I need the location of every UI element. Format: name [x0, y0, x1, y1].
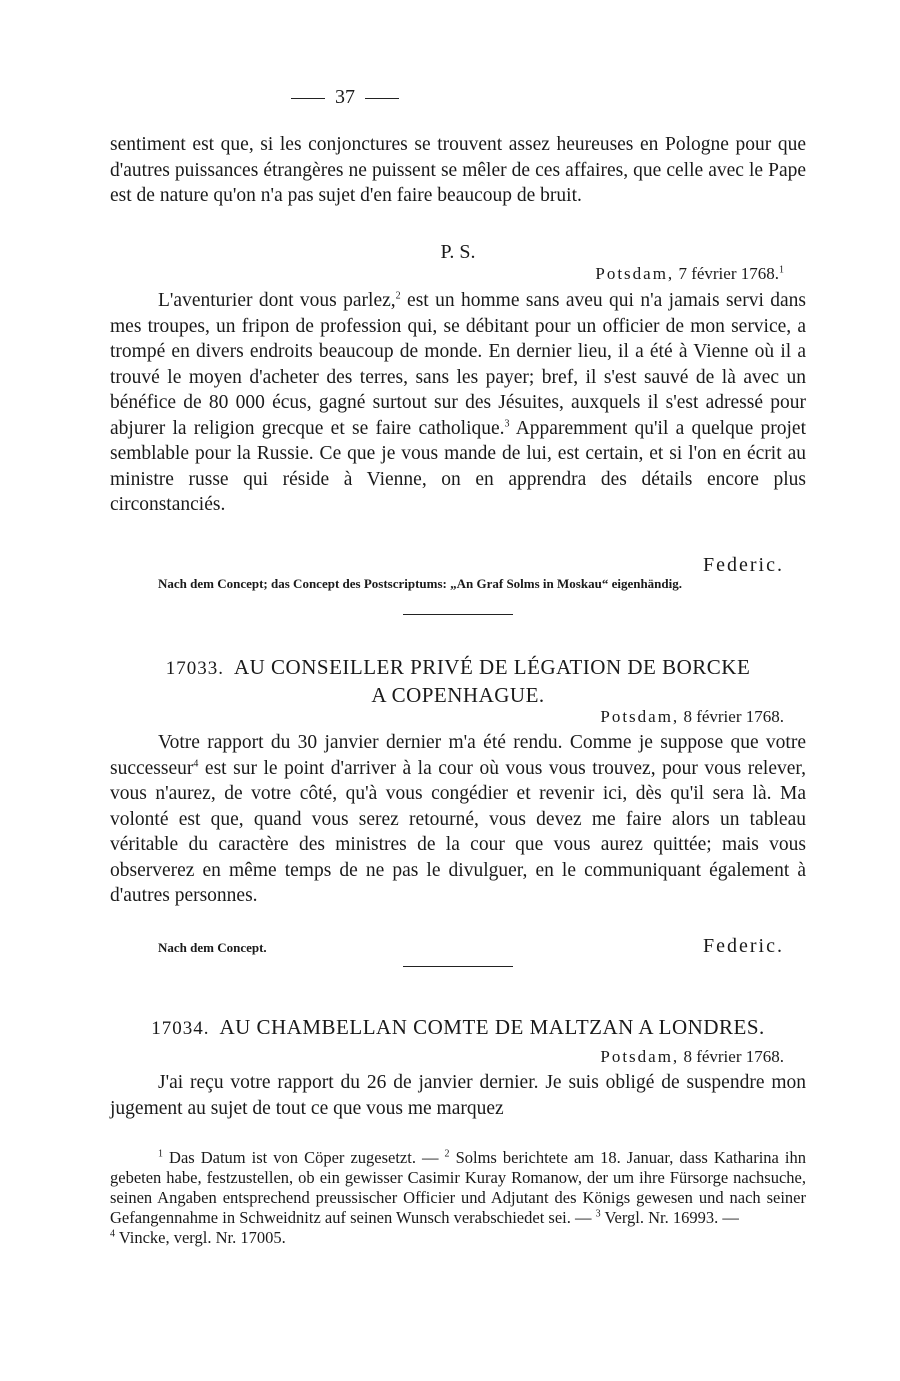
letter-17033-date	[110, 704, 784, 730]
section-rule-2	[403, 966, 513, 967]
letter-17034-date-value: 8 février 1768.	[683, 1047, 784, 1066]
ps-signature: Federic.	[703, 554, 784, 576]
letter-17033-source-note: Nach dem Concept.	[158, 940, 267, 955]
ps-heading: P. S.	[440, 241, 476, 263]
ps-note-a: 2	[395, 290, 401, 302]
ps-date-note: 1	[779, 264, 784, 276]
ps-date	[110, 261, 784, 287]
letter-17033-signature: Federic.	[703, 935, 784, 957]
ps-source-note: Nach dem Concept; das Concept des Postscriptums: „An Graf Solms in Moskau“ eigenhändig.	[158, 576, 682, 591]
ps-body-c: Apparemment qu'il a quelque projet semblable pour la Russie. Ce que je vous mande de lui, est certain, et si l'on en écrit au ministre russe qui réside à Vienne, on en apprendra des détails encore plus circonstanciés.	[110, 417, 806, 515]
letter-17034-date-place: Potsdam,	[600, 1047, 680, 1066]
footnote-3-mark: 3	[595, 1208, 601, 1220]
letter-17033-heading-line1	[110, 654, 806, 682]
intro-paragraph: sentiment est que, si les conjonctures se trouvent assez heureuses en Pologne pour que d'autres puissances étrangères ne puissent se mêler de ces affaires, que celle avec le Pape est de nature qu'on n'a pas sujet d'en faire beaucoup de bruit.	[110, 134, 806, 206]
letter-17033-heading-line2: A COPENHAGUE.	[371, 683, 545, 707]
letter-17033-title: AU CONSEILLER PRIVÉ DE LÉGATION DE BORCKE	[233, 655, 751, 679]
footnote-2-mark: 2	[444, 1148, 450, 1160]
letter-17033-number: 17033.	[165, 658, 224, 679]
footnote-2: Solms berichtete am 18. Januar, dass Katharina ihn gebeten habe, festzustellen, ob ein gewisser Casimir Kuray Romanow, der um ihre Fürsorge nachsuche, seinen Angaben entsprechend preussischer Officier und Adjutant des Königs gewesen und nach seiner Gefangennahme in Schweidnitz auf seinen Wunsch verabschiedet sei. —	[110, 1148, 806, 1227]
ps-body-a: L'aventurier dont vous parlez,	[158, 290, 396, 311]
footnote-3: Vergl. Nr. 16993. —	[600, 1208, 739, 1227]
footnote-4-mark: 4	[110, 1228, 115, 1240]
ps-date-value: 7 février 1768.	[678, 264, 779, 283]
letter-17033-note-a: 4	[193, 758, 199, 769]
footnote-1-mark: 1	[158, 1148, 163, 1160]
page-number	[275, 86, 415, 109]
letter-17033-date-place: Potsdam,	[600, 707, 680, 726]
ps-date-place: Potsdam,	[595, 264, 675, 283]
section-rule-1	[403, 614, 513, 615]
page-number-value: 37	[335, 86, 355, 108]
letter-17034-heading	[110, 1014, 806, 1042]
footnotes	[110, 1148, 806, 1248]
letter-17033-heading	[110, 654, 806, 708]
letter-17034-body: J'ai reçu votre rapport du 26 de janvier dernier. Je suis obligé de suspendre mon jugement au sujet de tout ce que vous me marquez	[110, 1072, 806, 1119]
ps-body-b: est un homme sans aveu qui n'a jamais servi dans mes troupes, un fripon de profession qui, se débitant pour un officier de mon service, a trompé en divers endroits beaucoup de monde. En dernier lieu, il a été à Vienne où il a trouvé le moyen d'acheter des terres, sans les payer; bref, il s'est sauvé de là avec un bénéfice de 80 000 écus, gagné surtout sur des Jésuites, auxquels il s'est adressé pour abjurer la religion grecque et se faire catholique.	[110, 290, 806, 439]
letter-17033-body	[110, 730, 806, 909]
letter-17033-body-b: est sur le point d'arriver à la cour où vous vous trouvez, pour vous relever, vous n'aurez, de votre côté, qu'à vous congédier et revenir ici, dès qu'il sera là. Ma volonté est que, quand vous serez retourné, vous devez me faire alors un tableau véritable du caractère des ministres de la cour que vous aurez quittée; mais vous observerez en même temps de ne pas le divulguer, en le communiquant également à d'autres personnes.	[110, 757, 806, 906]
ps-body	[110, 288, 806, 518]
page-number-dash-left	[291, 98, 325, 99]
letter-17033-body-a: Votre rapport du 30 janvier dernier m'a été rendu. Comme je suppose que votre successeur	[110, 732, 806, 779]
ps-note-b: 3	[504, 418, 510, 429]
page-number-dash-right	[365, 98, 399, 99]
letter-17033-date-value: 8 février 1768.	[683, 707, 784, 726]
letter-17034-title: AU CHAMBELLAN COMTE DE MALTZAN A LONDRES.	[219, 1015, 765, 1039]
letter-17034-number: 17034.	[151, 1018, 210, 1039]
footnote-1: Das Datum ist von Cöper zugesetzt. —	[163, 1148, 445, 1167]
footnote-4: Vincke, vergl. Nr. 17005.	[115, 1228, 286, 1247]
letter-17034-date	[110, 1044, 784, 1070]
letter-17033-footer	[158, 935, 784, 958]
